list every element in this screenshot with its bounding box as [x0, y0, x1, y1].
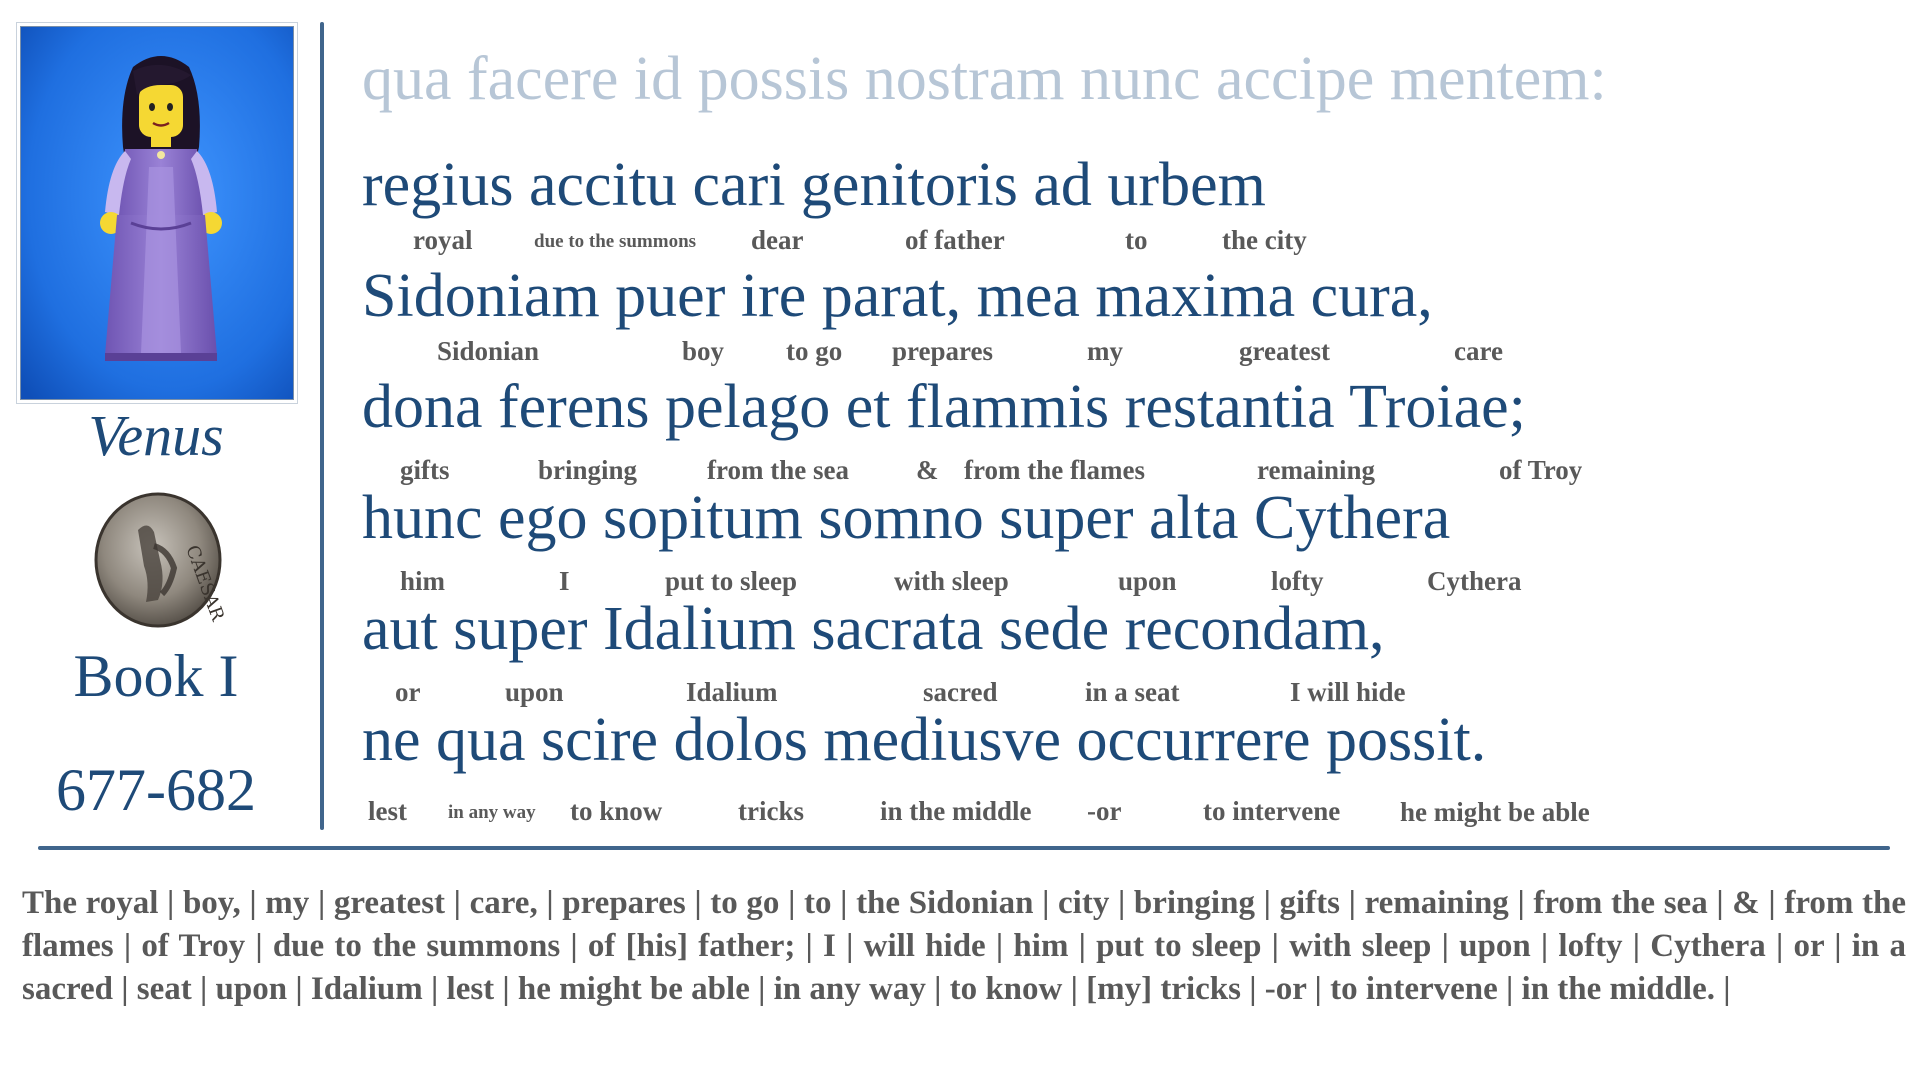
latin-line: Sidoniam puer ire parat, mea maxima cura,	[362, 262, 1433, 330]
gloss: he might be able	[1400, 797, 1590, 827]
gloss: upon	[1118, 566, 1177, 596]
character-name: Venus	[88, 403, 224, 468]
gloss: due to the summons	[534, 231, 697, 252]
gloss: I	[559, 566, 570, 596]
gloss: gifts	[400, 455, 450, 485]
gloss: tricks	[738, 796, 804, 826]
gloss: put to sleep	[665, 566, 798, 596]
gloss: royal	[413, 225, 473, 255]
gloss: from the sea	[707, 455, 849, 485]
gloss: to	[1125, 225, 1148, 255]
latin-line: hunc ego sopitum somno super alta Cythera	[362, 484, 1451, 552]
horizontal-divider	[38, 846, 1890, 850]
lego-minifigure-icon	[21, 27, 293, 399]
gloss: to intervene	[1203, 796, 1341, 826]
book-label: Book I	[73, 643, 239, 709]
latin-line: aut super Idalium sacrata sede recondam,	[362, 595, 1385, 663]
gloss: sacred	[923, 677, 998, 707]
gloss: greatest	[1239, 336, 1330, 366]
line-range: 677-682	[56, 757, 256, 823]
gloss: lofty	[1271, 566, 1324, 596]
gloss: to know	[570, 796, 663, 826]
gloss: boy	[682, 336, 725, 366]
gloss: or	[395, 677, 421, 707]
gloss: lest	[368, 796, 407, 826]
gloss: &	[916, 455, 939, 485]
latin-line: dona ferens pelago et flammis restantia Troiae;	[362, 373, 1526, 441]
gloss: Idalium	[686, 677, 778, 707]
gloss: my	[1087, 336, 1123, 366]
latin-line: regius accitu cari genitoris ad urbem	[362, 151, 1266, 219]
gloss: from the flames	[964, 455, 1145, 485]
coin-icon	[88, 490, 228, 630]
latin-line: ne qua scire dolos mediusve occurrere possit.	[362, 706, 1487, 774]
gloss: prepares	[892, 336, 993, 366]
gloss: care	[1454, 336, 1503, 366]
gloss: in a seat	[1085, 677, 1180, 707]
gloss: -or	[1087, 796, 1122, 826]
gloss: in any way	[448, 802, 536, 823]
gloss: Sidonian	[437, 336, 540, 366]
gloss: of father	[905, 225, 1005, 255]
gloss: Cythera	[1427, 566, 1522, 596]
gloss: remaining	[1257, 455, 1376, 485]
gloss: the city	[1222, 225, 1307, 255]
gloss: in the middle	[880, 796, 1032, 826]
gloss: him	[400, 566, 446, 596]
gloss: upon	[505, 677, 564, 707]
english-translation: The royal | boy, | my | greatest | care, | prepares | to go | to | the Sidonian | city | bringing | gifts | remaining | from the sea | & | from the flames | of Troy | due to the summons | of [his] father; | I | will hide | him | put to sleep | with sleep | upon | lofty | Cythera | or | in a sacred | seat | upon | Idalium | lest | he might be able | in any way | to know | [my] tricks | -or | to intervene | in the middle. |	[22, 885, 1906, 1007]
coin-legend: CAESAR	[181, 542, 228, 624]
gloss: to go	[786, 336, 843, 366]
gloss: bringing	[538, 455, 638, 485]
previous-verse-line: qua facere id possis nostram nunc accipe mentem:	[362, 45, 1607, 113]
vertical-divider	[320, 22, 324, 830]
gloss: with sleep	[894, 566, 1009, 596]
gloss: of Troy	[1499, 455, 1583, 485]
venus-portrait	[20, 26, 294, 400]
gloss: I will hide	[1290, 677, 1406, 707]
gloss: dear	[751, 225, 804, 255]
